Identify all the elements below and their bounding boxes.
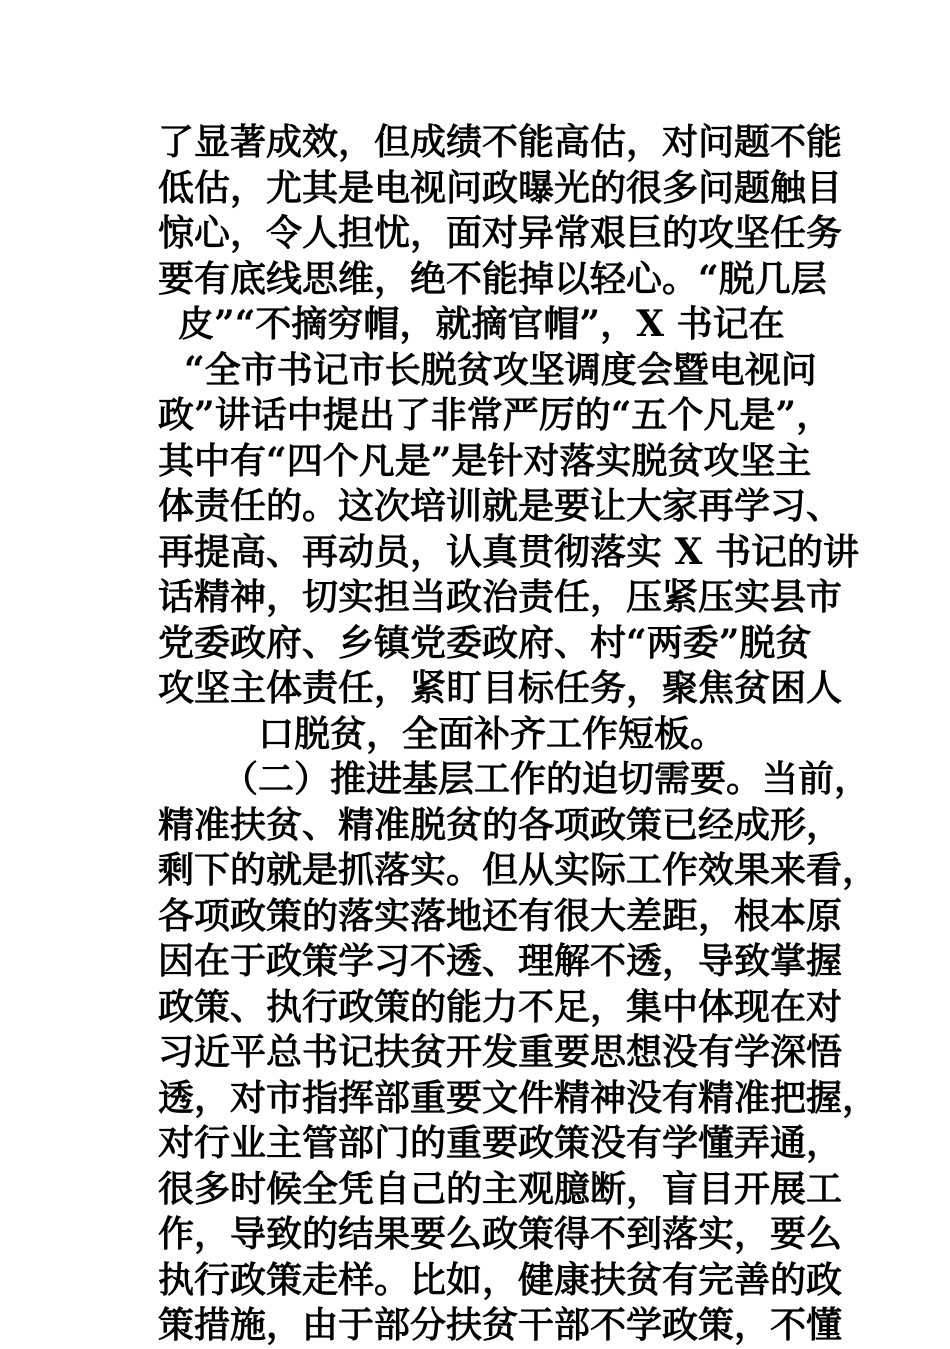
text-line: 体责任的。这次培训就是要让大家再学习、 bbox=[158, 485, 843, 527]
text-line: 再提高、再动员，认真贯彻落实 X 书记的讲 bbox=[158, 530, 859, 573]
text-line: 话精神，切实担当政治责任，压紧压实县市 bbox=[158, 576, 843, 618]
text-line: 作，导致的结果要么政策得不到落实，要么 bbox=[158, 1213, 843, 1255]
text-line: 精准扶贫、精准脱贫的各项政策已经成形， bbox=[158, 803, 843, 846]
text-line: 攻坚主体责任，紧盯目标任务，聚焦贫困人 bbox=[158, 667, 843, 709]
text-line: 口脱贫，全面补齐工作短板。 bbox=[258, 712, 727, 755]
text-line: 要有底线思维，绝不能掉以轻心。“脱几层 bbox=[158, 257, 827, 300]
text-line: 策措施，由于部分扶贫干部不学政策，不懂 bbox=[158, 1304, 843, 1346]
text-line: 很多时候全凭自己的主观臆断，盲目开展工 bbox=[158, 1167, 843, 1210]
text-line: 政”讲话中提出了非常严厉的“五个凡是”， bbox=[158, 394, 833, 436]
text-line: 皮”“不摘穷帽，就摘官帽”，X 书记在 bbox=[178, 303, 785, 345]
text-line: 对行业主管部门的重要政策没有学懂弄通， bbox=[158, 1122, 843, 1164]
text-line: 剩下的就是抓落实。但从实际工作效果来看， bbox=[158, 849, 879, 891]
text-line: 党委政府、乡镇党委政府、村“两委”脱贫 bbox=[158, 621, 812, 664]
text-line: 惊心，令人担忧，面对异常艰巨的攻坚任务 bbox=[158, 212, 843, 254]
text-line: 政策、执行政策的能力不足，集中体现在对 bbox=[158, 985, 843, 1028]
text-line: 透，对市指挥部重要文件精神没有精准把握， bbox=[158, 1076, 879, 1119]
paragraph-heading: （二）推进基层工作的迫切需要。当前， bbox=[222, 758, 871, 800]
text-line: 其中有“四个凡是”是针对落实脱贫攻坚主 bbox=[158, 439, 812, 482]
text-line: 低估，尤其是电视问政曝光的很多问题触目 bbox=[158, 166, 843, 209]
text-line: “全市书记市长脱贫攻坚调度会暨电视问 bbox=[184, 348, 817, 391]
text-line: 了显著成效，但成绩不能高估，对问题不能 bbox=[158, 121, 843, 163]
text-line: 因在于政策学习不透、理解不透，导致掌握 bbox=[158, 940, 843, 982]
text-line: 习近平总书记扶贫开发重要思想没有学深悟 bbox=[158, 1031, 843, 1073]
text-line: 各项政策的落实落地还有很大差距，根本原 bbox=[158, 894, 843, 937]
text-line: 执行政策走样。比如，健康扶贫有完善的政 bbox=[158, 1258, 843, 1301]
body-text bbox=[158, 120, 879, 1349]
